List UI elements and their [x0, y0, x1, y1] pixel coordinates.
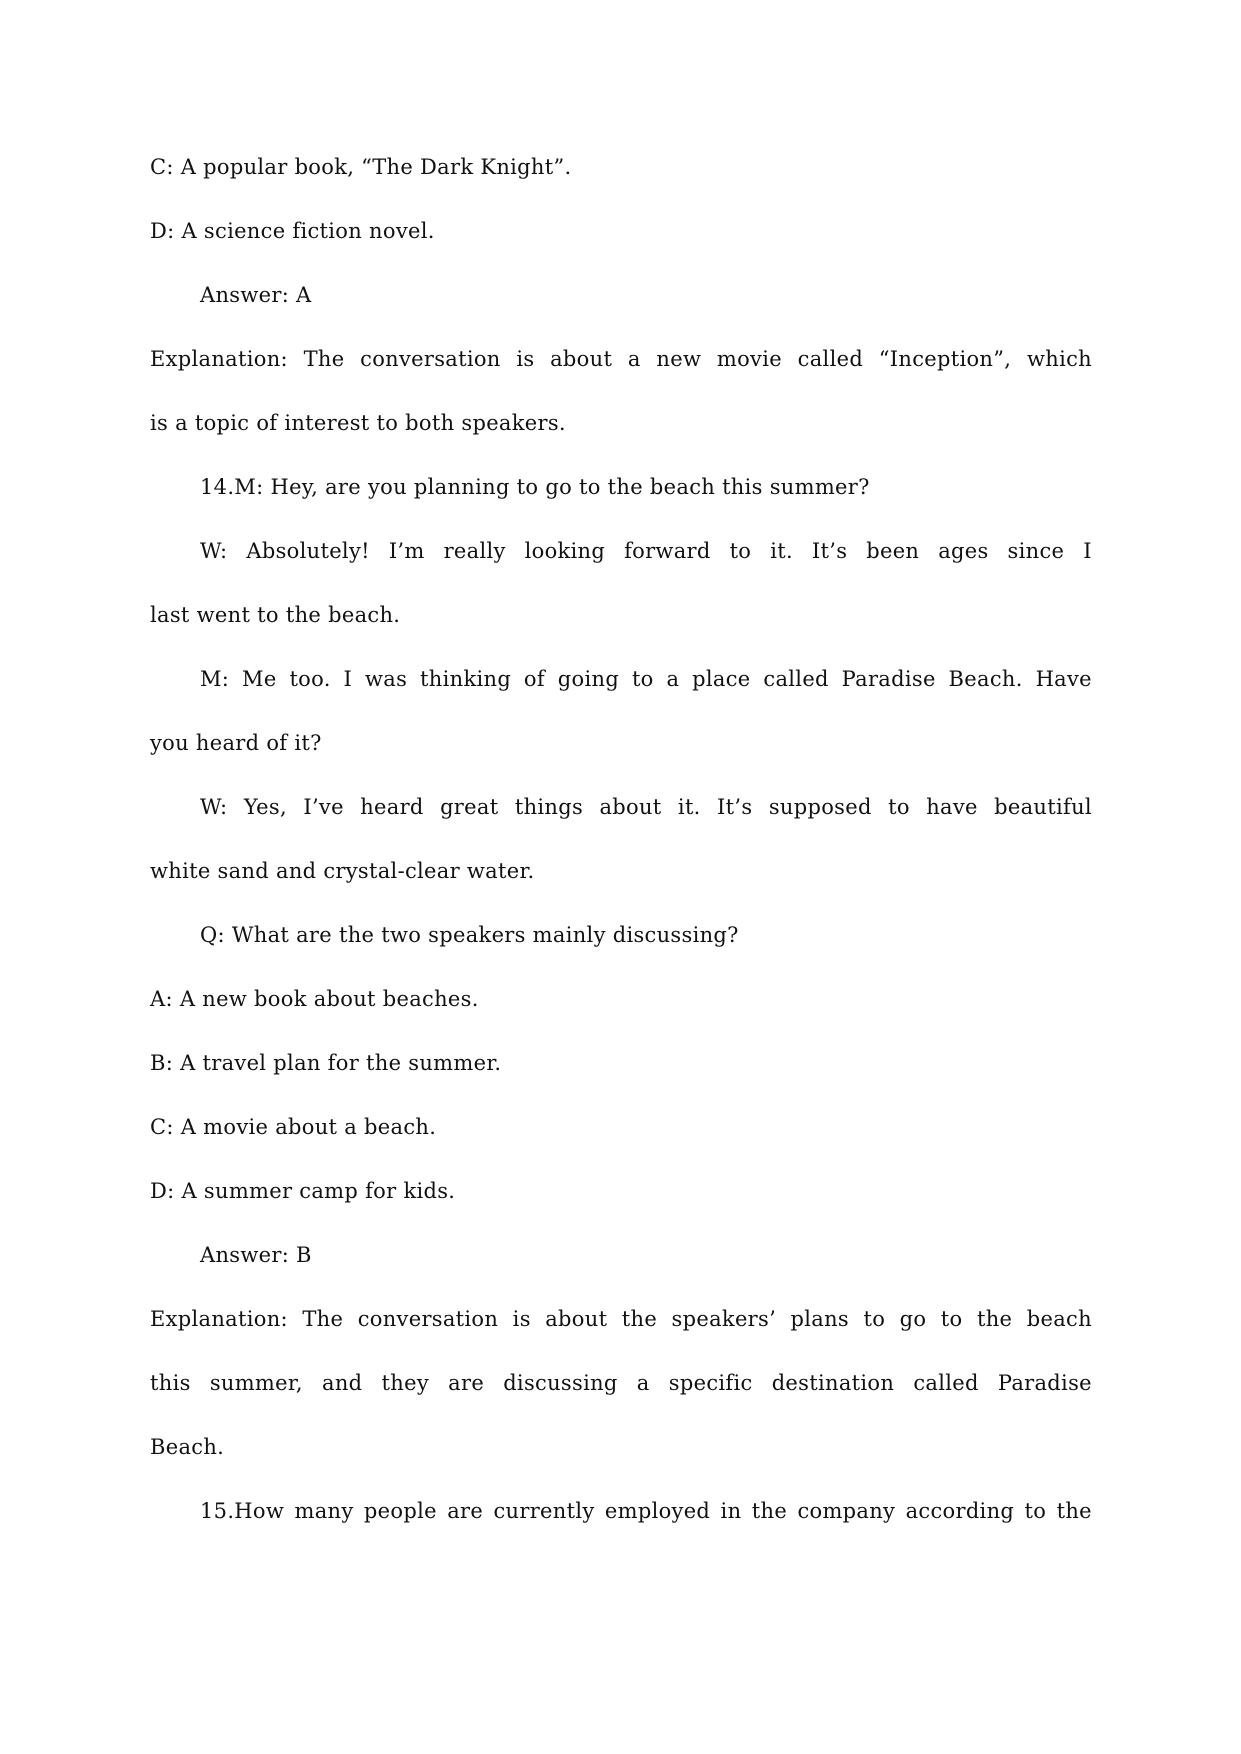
- word: they: [381, 1371, 430, 1395]
- word: discussing: [503, 1371, 618, 1395]
- q14-speaker-w-line-2: last went to the beach.: [150, 603, 401, 627]
- word: called: [763, 667, 829, 691]
- word: summer,: [209, 1371, 303, 1395]
- word: are: [447, 1499, 484, 1523]
- word: are: [448, 1371, 485, 1395]
- word: conversation: [357, 1307, 499, 1331]
- word: this: [150, 1371, 191, 1395]
- q14-speaker-w-line-4: white sand and crystal-clear water.: [150, 859, 535, 883]
- word: is: [512, 1307, 531, 1331]
- word: the: [621, 1307, 658, 1331]
- word: looking: [524, 539, 606, 563]
- word: Beach.: [948, 667, 1023, 691]
- word: movie: [716, 347, 782, 371]
- q14-speaker-m-line-1: 14.M: Hey, are you planning to go to the beach this summer?: [200, 475, 870, 499]
- word: Me: [242, 667, 277, 691]
- word: to: [631, 667, 654, 691]
- word: things: [514, 795, 584, 819]
- q14-option-b: B: A travel plan for the summer.: [150, 1051, 502, 1075]
- word: I’m: [388, 539, 425, 563]
- q13-explanation-line-2: is a topic of interest to both speakers.: [150, 411, 566, 435]
- word: I’ve: [303, 795, 344, 819]
- word: to: [940, 1307, 963, 1331]
- word: heard: [360, 795, 424, 819]
- word: new: [656, 347, 702, 371]
- word: to: [863, 1307, 886, 1331]
- word: to: [729, 539, 752, 563]
- q14-question: Q: What are the two speakers mainly discussing?: [200, 923, 739, 947]
- word: in: [720, 1499, 742, 1523]
- word: It’s: [811, 539, 848, 563]
- q13-answer: Answer: A: [200, 283, 312, 307]
- word: employed: [604, 1499, 711, 1523]
- q14-speaker-w-line-3: [200, 792, 1092, 822]
- word: destination: [771, 1371, 895, 1395]
- q14-explanation-line-2: [150, 1368, 1092, 1398]
- word: the: [976, 1307, 1013, 1331]
- word: beach: [1026, 1307, 1092, 1331]
- word: It’s: [717, 795, 753, 819]
- word: go: [899, 1307, 927, 1331]
- q14-answer: Answer: B: [200, 1243, 312, 1267]
- word: W:: [200, 795, 228, 819]
- word: a: [627, 347, 641, 371]
- word: a: [636, 1371, 650, 1395]
- word: specific: [668, 1371, 753, 1395]
- q14-speaker-m-line-2: [200, 664, 1092, 694]
- q14-explanation-line-3: Beach.: [150, 1435, 225, 1459]
- word: currently: [493, 1499, 595, 1523]
- word: Yes,: [243, 795, 287, 819]
- word: Absolutely!: [246, 539, 370, 563]
- word: forward: [624, 539, 711, 563]
- q14-speaker-m-line-3: you heard of it?: [150, 731, 322, 755]
- word: according: [905, 1499, 1015, 1523]
- q15-question-line-1: [200, 1496, 1092, 1526]
- word: W:: [200, 539, 228, 563]
- word: to: [1024, 1499, 1047, 1523]
- q14-speaker-w-line-1: [200, 536, 1092, 566]
- word: Have: [1035, 667, 1092, 691]
- word: great: [440, 795, 499, 819]
- word: too.: [289, 667, 331, 691]
- q14-option-a: A: A new book about beaches.: [150, 987, 479, 1011]
- word: supposed: [768, 795, 872, 819]
- word: 15.How: [200, 1499, 285, 1523]
- q13-option-c: C: A popular book, “The Dark Knight”.: [150, 155, 572, 179]
- word: Explanation:: [150, 347, 288, 371]
- word: called: [913, 1371, 979, 1395]
- word: which: [1026, 347, 1092, 371]
- word: place: [692, 667, 751, 691]
- word: beautiful: [994, 795, 1092, 819]
- word: M:: [200, 667, 230, 691]
- word: it.: [770, 539, 793, 563]
- q14-option-d: D: A summer camp for kids.: [150, 1179, 456, 1203]
- word: of: [523, 667, 545, 691]
- word: and: [322, 1371, 363, 1395]
- word: Explanation:: [150, 1307, 288, 1331]
- word: The: [303, 347, 345, 371]
- q14-option-c: C: A movie about a beach.: [150, 1115, 437, 1139]
- word: about: [545, 1307, 608, 1331]
- word: is: [516, 347, 535, 371]
- word: a: [666, 667, 680, 691]
- word: the: [751, 1499, 788, 1523]
- word: really: [443, 539, 506, 563]
- q13-explanation-line-1: [150, 344, 1092, 374]
- word: many: [294, 1499, 354, 1523]
- word: about: [550, 347, 613, 371]
- word: going: [557, 667, 620, 691]
- word: was: [365, 667, 408, 691]
- word: people: [363, 1499, 437, 1523]
- word: been: [866, 539, 920, 563]
- word: since: [1007, 539, 1065, 563]
- word: thinking: [420, 667, 512, 691]
- word: “Inception”,: [878, 347, 1012, 371]
- word: ages: [938, 539, 989, 563]
- word: conversation: [360, 347, 501, 371]
- word: Paradise: [997, 1371, 1092, 1395]
- word: it.: [677, 795, 701, 819]
- word: I: [1083, 539, 1092, 563]
- word: the: [1056, 1499, 1092, 1523]
- word: speakers’: [671, 1307, 777, 1331]
- word: Paradise: [841, 667, 936, 691]
- word: about: [599, 795, 662, 819]
- q14-explanation-line-1: [150, 1304, 1092, 1334]
- word: have: [926, 795, 978, 819]
- word: company: [797, 1499, 896, 1523]
- word: I: [343, 667, 353, 691]
- word: called: [797, 347, 864, 371]
- word: to: [888, 795, 910, 819]
- word: The: [302, 1307, 344, 1331]
- q13-option-d: D: A science fiction novel.: [150, 219, 435, 243]
- word: plans: [790, 1307, 850, 1331]
